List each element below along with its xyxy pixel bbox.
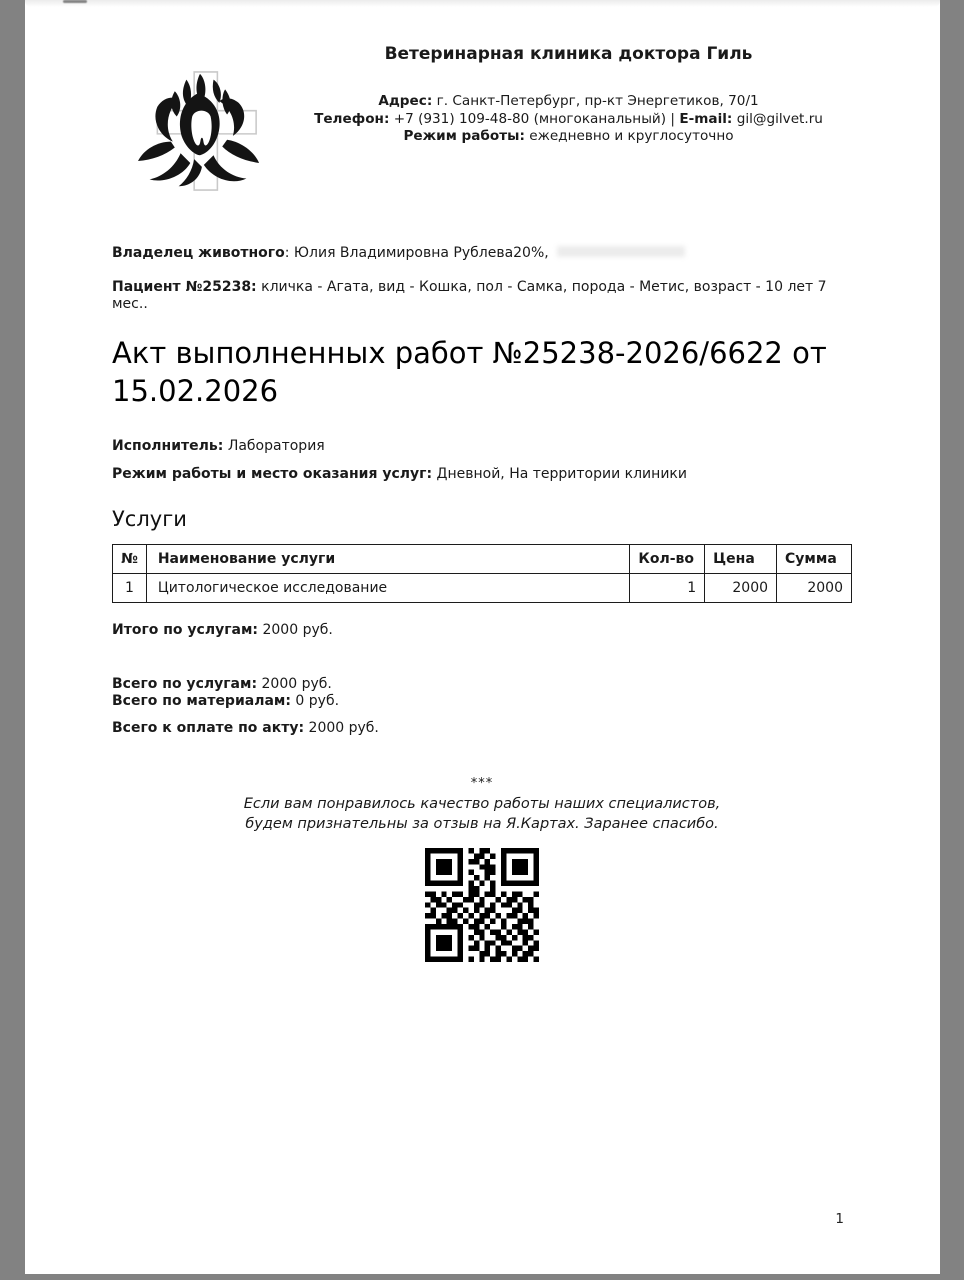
total-due-value: 2000 руб.: [308, 720, 379, 736]
total-materials-value: 0 руб.: [295, 693, 340, 709]
executor-value: Лаборатория: [227, 438, 325, 454]
service-name: Цитологическое исследование: [146, 574, 630, 603]
address-label: Адрес:: [378, 93, 433, 109]
address-value: г. Санкт-Петербург, пр-кт Энергетиков, 70/1: [436, 93, 759, 109]
total-due-label: Всего к оплате по акту:: [112, 720, 305, 736]
clinic-hours-line: [285, 128, 852, 146]
clinic-header: [112, 40, 852, 192]
clinic-name: Ветеринарная клиника доктора Гиль: [384, 44, 753, 64]
clinic-phone-line: [285, 111, 852, 129]
column-sum: Сумма: [777, 545, 852, 574]
patient-label: Пациент №25238:: [112, 279, 257, 295]
services-heading: Услуги: [112, 507, 187, 531]
totals-block: [112, 676, 852, 737]
column-quantity: Кол-во: [630, 545, 705, 574]
redacted-text: [557, 246, 685, 257]
clinic-info: [285, 40, 852, 192]
document-title: Акт выполненных работ №25238-2026/6622 от 15.02.2026: [112, 336, 827, 408]
total-services-value: 2000 руб.: [261, 676, 332, 692]
column-price: Цена: [705, 545, 777, 574]
work-mode-label: Режим работы и место оказания услуг:: [112, 466, 433, 482]
review-note-line2: будем признательны за отзыв на Я.Картах. Заранее спасибо.: [245, 816, 719, 832]
separator: |: [670, 110, 675, 127]
subtotal-value: 2000 руб.: [262, 622, 333, 638]
document-content: [25, 40, 940, 966]
total-services-line: [112, 676, 852, 693]
total-services-label: Всего по услугам:: [112, 676, 258, 692]
stars-divider: ***: [470, 776, 494, 791]
hours-label: Режим работы:: [403, 128, 525, 144]
owner-line: [112, 245, 852, 262]
owner-label: Владелец животного: [112, 245, 285, 261]
total-materials-label: Всего по материалам:: [112, 693, 291, 709]
qr-code-wrap: [112, 848, 852, 966]
services-table: [112, 544, 852, 603]
clinic-address-line: [285, 93, 852, 111]
qr-code: [425, 848, 539, 962]
service-price: 2000: [705, 574, 777, 603]
document-page: [25, 0, 940, 1274]
service-number: 1: [113, 574, 147, 603]
work-mode-line: [112, 466, 852, 483]
executor-line: [112, 438, 852, 455]
service-row: [113, 574, 852, 603]
total-materials-line: [112, 693, 852, 710]
clinic-logo: [112, 40, 285, 192]
review-note-line1: Если вам понравилось качество работы наших специалистов,: [243, 796, 721, 812]
phone-value: +7 (931) 109-48-80 (многоканальный): [393, 110, 667, 127]
services-header-row: [113, 545, 852, 574]
clinic-contacts: [285, 93, 852, 146]
subtotal-label: Итого по услугам:: [112, 622, 259, 638]
work-mode-value: Дневной, На территории клиники: [436, 466, 687, 482]
executor-label: Исполнитель:: [112, 438, 224, 454]
total-due-line: [112, 720, 852, 737]
email-value: gil@gilvet.ru: [736, 110, 823, 127]
page-number: 1: [835, 1211, 844, 1227]
service-quantity: 1: [630, 574, 705, 603]
email-label: E-mail:: [679, 110, 733, 127]
column-number: №: [113, 545, 147, 574]
patient-line: [112, 279, 852, 313]
scan-artifact: [63, 0, 87, 3]
services-subtotal-line: [112, 622, 852, 639]
column-service: Наименование услуги: [146, 545, 630, 574]
phone-label: Телефон:: [314, 110, 390, 127]
hours-value: ежедневно и круглосуточно: [529, 128, 734, 144]
page-top-edge: [25, 0, 940, 7]
review-note: [112, 794, 852, 834]
patient-value: кличка - Агата, вид - Кошка, пол - Самка, порода - Метис, возраст - 10 лет 7 мес..: [112, 279, 827, 312]
lotus-tooth-cross-icon: [135, 70, 263, 192]
service-sum: 2000: [777, 574, 852, 603]
owner-value: : Юлия Владимировна Рублева20%,: [284, 245, 549, 261]
